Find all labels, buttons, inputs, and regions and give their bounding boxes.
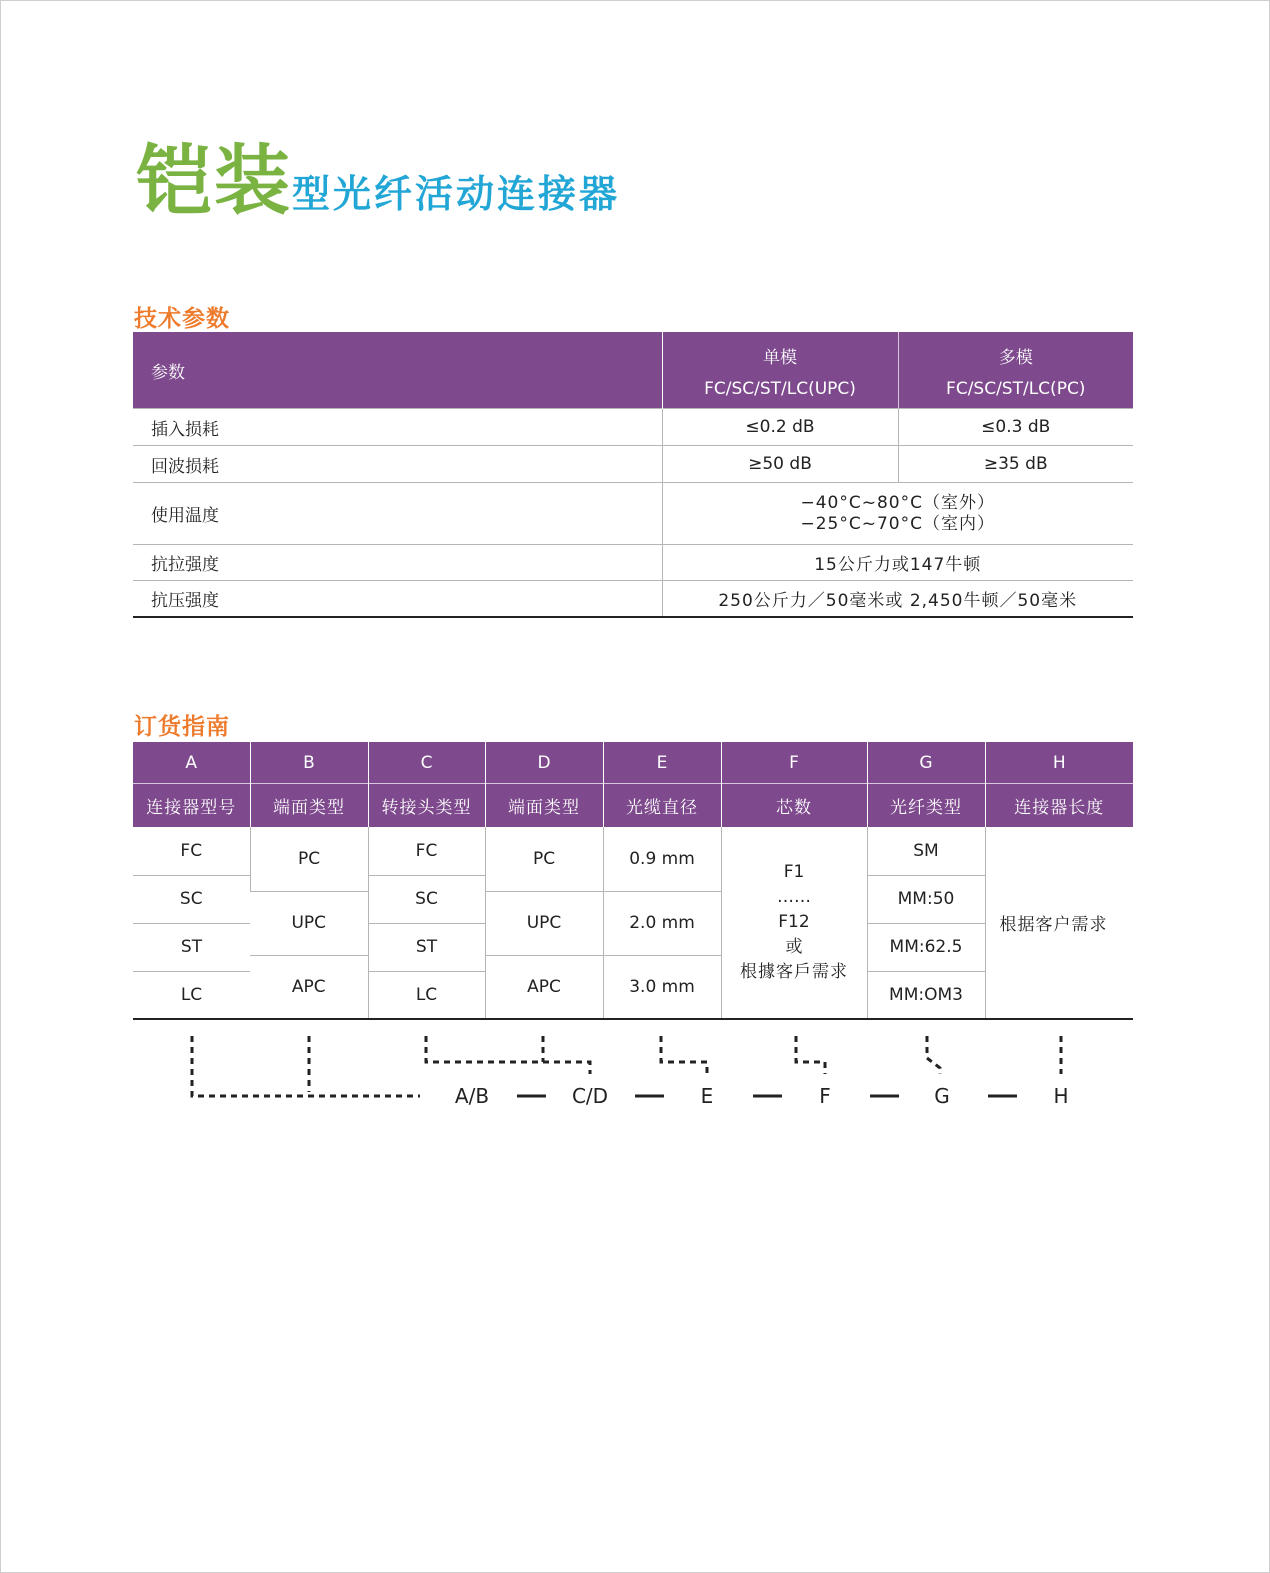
order-cell-b: PC	[250, 827, 368, 891]
order-cell-b: APC	[250, 955, 368, 1019]
spec-value: 15公斤力或147牛顿	[662, 545, 1133, 581]
order-cell-f	[721, 827, 867, 1019]
order-col-label: 光纤类型	[867, 784, 985, 828]
spec-value: 250公斤力／50毫米或 2,450牛顿／50毫米	[662, 581, 1133, 617]
order-col-label: 连接器长度	[985, 784, 1133, 828]
f-cores-custom: 根據客戶需求	[740, 962, 848, 982]
order-col-label: 端面类型	[250, 784, 368, 828]
order-col-letter: C	[368, 742, 485, 784]
order-cell-c: LC	[368, 971, 485, 1019]
order-cell-a: ST	[133, 923, 250, 971]
spec-value-temperature	[662, 483, 1133, 545]
order-cell-h: 根据客户需求	[985, 827, 1133, 1019]
connector-line-c	[426, 1036, 590, 1074]
title-rest: 型光纤活动连接器	[292, 172, 621, 216]
spec-row-label: 使用温度	[133, 483, 662, 545]
order-cell-a: SC	[133, 875, 250, 923]
connector-line-e	[661, 1036, 707, 1074]
order-cell-c: SC	[368, 875, 485, 923]
order-col-label: 连接器型号	[133, 784, 250, 828]
spec-value: ≥35 dB	[898, 446, 1133, 483]
order-col-label: 转接头类型	[368, 784, 485, 828]
f-cores-dots: ……	[777, 887, 811, 907]
spec-value: ≤0.3 dB	[898, 409, 1133, 446]
order-col-letter: D	[485, 742, 603, 784]
order-col-letter: H	[985, 742, 1133, 784]
code-part-ab: A/B	[454, 1084, 490, 1108]
code-part-g: G	[934, 1084, 950, 1108]
order-col-label: 光缆直径	[603, 784, 721, 828]
order-col-letter: G	[867, 742, 985, 784]
order-col-letter: A	[133, 742, 250, 784]
order-cell-e: 2.0 mm	[603, 891, 721, 955]
order-col-letter: B	[250, 742, 368, 784]
order-cell-a: LC	[133, 971, 250, 1019]
temp-indoor: −25°C~70°C（室内）	[800, 513, 995, 534]
spec-row	[133, 545, 1133, 581]
connector-line-g	[927, 1036, 940, 1074]
order-col-label: 芯数	[721, 784, 867, 828]
spec-row	[133, 446, 1133, 483]
spec-heading: 技术参数	[134, 306, 230, 332]
code-format-diagram	[0, 1032, 1270, 1122]
spec-value: ≤0.2 dB	[662, 409, 898, 446]
code-part-f: F	[819, 1084, 831, 1108]
order-cell-b: UPC	[250, 891, 368, 955]
order-cell-c: FC	[368, 827, 485, 875]
spec-row	[133, 483, 1133, 545]
connector-line-f	[796, 1036, 825, 1074]
order-cell-c: ST	[368, 923, 485, 971]
code-part-h: H	[1053, 1084, 1069, 1108]
order-cell-d: PC	[485, 827, 603, 891]
f-cores-max: F12	[778, 912, 810, 932]
order-cell-d: APC	[485, 955, 603, 1019]
spec-row	[133, 581, 1133, 617]
order-col-letter: F	[721, 742, 867, 784]
f-cores-min: F1	[783, 862, 805, 882]
order-heading: 订货指南	[134, 714, 230, 740]
spec-header-single-mode: 单模	[662, 332, 898, 370]
order-table	[133, 742, 1133, 1020]
spec-table	[133, 332, 1133, 618]
order-cell-e: 3.0 mm	[603, 955, 721, 1019]
order-cell-a: FC	[180, 840, 203, 861]
spec-row	[133, 409, 1133, 446]
order-col-label: 端面类型	[485, 784, 603, 828]
code-part-cd: C/D	[571, 1084, 609, 1108]
spec-header-multi-std: FC/SC/ST/LC(PC)	[898, 370, 1133, 409]
spec-row-label: 插入损耗	[133, 409, 662, 446]
order-cell-d: UPC	[485, 891, 603, 955]
order-cell-g: MM:62.5	[867, 923, 985, 971]
temp-outdoor: −40°C~80°C（室外）	[800, 492, 995, 513]
order-cell-g: MM:OM3	[867, 971, 985, 1019]
spec-row-label: 抗拉强度	[133, 545, 662, 581]
title-emphasis: 铠装	[136, 136, 292, 225]
f-cores-or: 或	[785, 937, 803, 957]
spec-row-label: 回波损耗	[133, 446, 662, 483]
order-col-letter: E	[603, 742, 721, 784]
order-cell-e: 0.9 mm	[603, 827, 721, 891]
spec-value: ≥50 dB	[662, 446, 898, 483]
spec-header-multi-mode: 多模	[898, 332, 1133, 370]
spec-header-param: 参数	[133, 332, 662, 409]
order-cell-g: MM:50	[867, 875, 985, 923]
order-cell-g: SM	[867, 827, 985, 875]
spec-row-label: 抗压强度	[133, 581, 662, 617]
code-part-e: E	[700, 1084, 714, 1108]
connector-line-a	[192, 1036, 420, 1096]
spec-header-single-std: FC/SC/ST/LC(UPC)	[662, 370, 898, 409]
page-title	[136, 120, 620, 229]
